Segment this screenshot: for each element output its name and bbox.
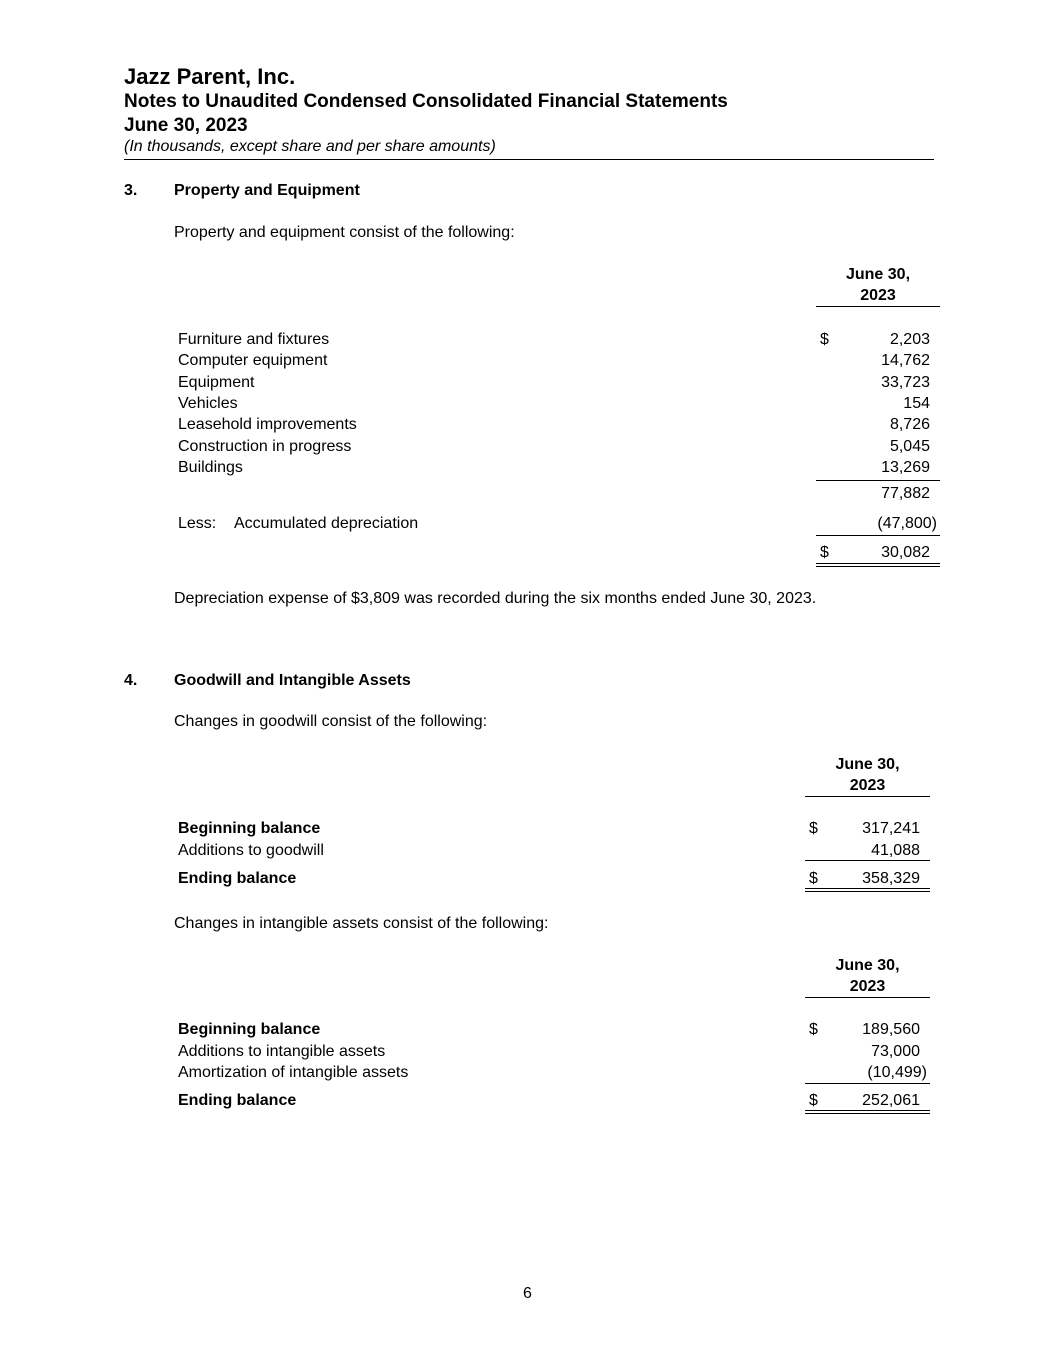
intangible-intro: Changes in intangible assets consist of the following: (174, 915, 549, 932)
section-3-intro: Property and equipment consist of the following: (174, 224, 515, 241)
intangible-ending-label: Ending balance (178, 1092, 297, 1109)
pe-column-head-line1: June 30, (845, 266, 911, 283)
pe-item-row (178, 350, 940, 371)
units-note: (In thousands, except share and per share amounts) (124, 138, 496, 155)
pe-item-label: Vehicles (178, 394, 238, 412)
pe-item-value: 8,726 (889, 416, 930, 434)
section-3-title: Property and Equipment (174, 182, 360, 199)
goodwill-item-value: 317,241 (862, 820, 920, 837)
statement-date: June 30, 2023 (124, 115, 248, 136)
pe-item-label: Construction in progress (178, 437, 352, 455)
goodwill-item-dollar: $ (809, 820, 818, 837)
intangible-ending-dollar: $ (809, 1092, 818, 1109)
document-title: Notes to Unaudited Condensed Consolidated Financial Statements (124, 91, 728, 112)
pe-subtotal-value: 77,882 (881, 485, 930, 502)
intangible-item-row (178, 1041, 930, 1062)
pe-accumulated-value: (47,800) (877, 515, 937, 532)
pe-total-double-rule (816, 563, 940, 567)
pe-item-value: 154 (903, 394, 930, 412)
intangible-amortization-rule (805, 1083, 930, 1084)
pe-item-dollar: $ (820, 331, 829, 348)
pe-accumulated-label: Accumulated depreciation (234, 515, 419, 532)
pe-item-value: 14,762 (881, 352, 930, 370)
goodwill-item-row (178, 818, 930, 839)
goodwill-column-head-rule (805, 796, 930, 797)
goodwill-ending-label: Ending balance (178, 870, 297, 887)
intangible-item-value: 73,000 (871, 1042, 920, 1060)
intangible-item-row (178, 1062, 930, 1083)
pe-total-row (178, 542, 940, 563)
pe-item-row (178, 372, 940, 393)
goodwill-item-label: Additions to goodwill (178, 841, 324, 859)
header-rule (124, 159, 934, 160)
intangible-item-row (178, 1019, 930, 1040)
pe-accumulated-rule (816, 535, 940, 536)
intangible-item-value: (10,499) (867, 1064, 927, 1081)
pe-total-value: 30,082 (881, 544, 930, 561)
pe-item-label: Equipment (178, 373, 255, 391)
goodwill-ending-value: 358,329 (862, 870, 920, 887)
company-name: Jazz Parent, Inc. (124, 64, 296, 89)
pe-item-value: 13,269 (881, 458, 930, 476)
pe-less-label: Less: (178, 515, 217, 532)
pe-column-head-rule (816, 306, 940, 307)
section-3-number: 3. (124, 182, 138, 199)
pe-subtotal-rule (816, 480, 940, 481)
intangible-ending-double-rule (805, 1110, 930, 1114)
pe-item-label: Buildings (178, 458, 243, 476)
goodwill-ending-row (178, 868, 930, 889)
intangible-item-value: 189,560 (862, 1021, 920, 1038)
intangible-column-head-line2: 2023 (849, 978, 886, 995)
goodwill-item-row (178, 840, 930, 861)
section-4-number: 4. (124, 672, 138, 689)
intangible-item-label: Amortization of intangible assets (178, 1064, 409, 1081)
pe-item-label: Furniture and fixtures (178, 331, 330, 348)
pe-total-dollar: $ (820, 544, 829, 561)
pe-item-row (178, 436, 940, 457)
pe-item-value: 5,045 (889, 437, 930, 455)
goodwill-ending-double-rule (805, 888, 930, 892)
pe-column-head-line2: 2023 (860, 287, 896, 304)
pe-item-row (178, 414, 940, 435)
depreciation-note: Depreciation expense of $3,809 was recorded during the six months ended June 30, 2023. (174, 590, 817, 607)
intangible-item-label: Additions to intangible assets (178, 1042, 386, 1060)
pe-item-row (178, 393, 940, 414)
intangible-ending-value: 252,061 (862, 1092, 920, 1109)
pe-item-label: Computer equipment (178, 352, 328, 370)
pe-item-row (178, 329, 940, 350)
goodwill-item-label: Beginning balance (178, 820, 321, 837)
pe-subtotal-row (178, 483, 940, 504)
goodwill-intro: Changes in goodwill consist of the following: (174, 713, 488, 730)
intangible-ending-row (178, 1090, 930, 1111)
intangible-item-label: Beginning balance (178, 1021, 321, 1038)
goodwill-column-head-line2: 2023 (849, 777, 886, 794)
pe-accumulated-row (178, 513, 940, 534)
pe-item-row (178, 457, 940, 478)
section-4-title: Goodwill and Intangible Assets (174, 672, 411, 689)
intangible-column-head-line1: June 30, (835, 957, 900, 974)
pe-item-value: 2,203 (889, 331, 930, 348)
intangible-item-dollar: $ (809, 1021, 818, 1038)
pe-item-value: 33,723 (881, 373, 930, 391)
goodwill-item-value: 41,088 (871, 841, 920, 859)
goodwill-additions-rule (805, 860, 930, 861)
pe-item-label: Leasehold improvements (178, 416, 357, 434)
page-number: 6 (523, 1285, 532, 1302)
goodwill-column-head-line1: June 30, (835, 756, 900, 773)
goodwill-ending-dollar: $ (809, 870, 818, 887)
intangible-column-head-rule (805, 997, 930, 998)
